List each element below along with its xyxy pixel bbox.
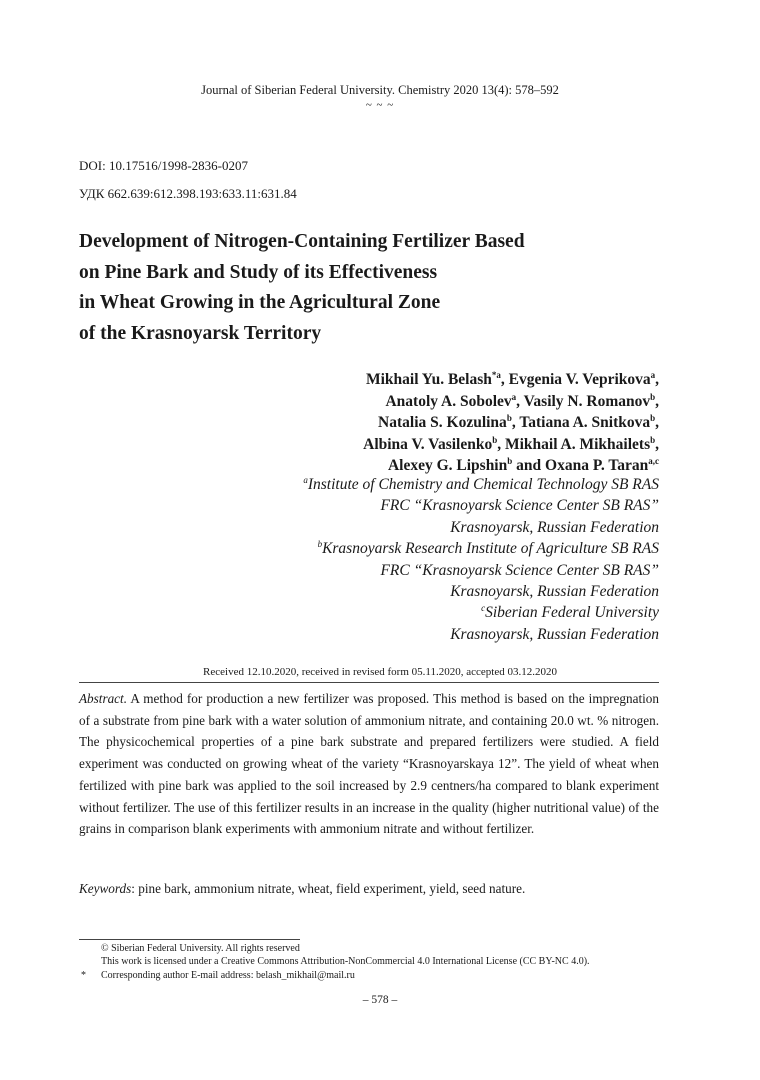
footnote-divider	[79, 939, 300, 940]
abstract-text: A method for production a new fertilizer was proposed. This method is based on the impregnation of a substrate from pine bark with a water solution of ammonium nitrate, and containing 20.0 wt. % nitrogen. The physicochemical properties of a pine bark substrate and prepared fertilizers were studied. A field experiment was conducted on growing wheat of the variety “Krasnoyarskaya 12”. The yield of wheat when fertilized with pine bark was applied to the soil increased by 2.9 centners/ha compared to blank experiment without fertilizer. The use of this fertilizer results in an increase in the quality (higher nutritional value) of the grains in comparison blank experiments with ammonium nitrate and without fertilizer.	[79, 691, 659, 837]
affiliation-text: Institute of Chemistry and Chemical Technology SB RAS	[307, 476, 659, 493]
footnotes	[79, 942, 679, 982]
author-name: Alexey G. Lipshin	[387, 457, 508, 474]
author-name: Vasily N. Romanov	[523, 392, 651, 410]
affiliation-line	[303, 538, 659, 559]
affiliation-line: FRC “Krasnoyarsk Science Center SB RAS”	[380, 561, 659, 579]
author-affiliation-mark: b	[650, 391, 656, 402]
author-name: Evgenia V. Veprikova	[508, 371, 651, 388]
affiliation-text: Siberian Federal University	[485, 604, 659, 622]
affiliation-mark: a	[303, 475, 308, 485]
affiliation-mark: c	[481, 603, 486, 614]
keywords-text: : pine bark, ammonium nitrate, wheat, field experiment, yield, seed nature.	[131, 881, 526, 896]
affiliation-line	[303, 474, 659, 495]
affiliation-list	[303, 474, 659, 645]
udk-code: УДК 662.639:612.398.193:633.11:631.84	[79, 186, 297, 201]
footnote-corresponding	[79, 969, 679, 982]
author-affiliation-mark: b	[506, 413, 512, 423]
affiliation-line	[303, 602, 659, 623]
title-line: in Wheat Growing in the Agricultural Zone	[79, 292, 441, 313]
page-number: – 578 –	[362, 994, 398, 1006]
footnote-license: This work is licensed under a Creative Commons Attribution-NonCommercial 4.0 International License (CC BY-NC 4.0).	[101, 956, 590, 968]
author-affiliation-mark: a	[511, 391, 517, 402]
author-affiliation-mark: a	[650, 370, 656, 380]
author-name: Mikhail A. Mikhailets	[504, 435, 651, 453]
affiliation-line: FRC “Krasnoyarsk Science Center SB RAS”	[380, 497, 659, 515]
author-conjunction: and	[516, 457, 542, 474]
author-line: Anatoly A. Sobolev$^a$, Vasily N. Romanov$^b$,	[385, 391, 659, 410]
affiliation-line: Krasnoyarsk, Russian Federation	[450, 583, 659, 601]
author-name: Anatoly A. Sobolev	[385, 392, 512, 410]
author-affiliation-mark: *a	[491, 370, 501, 380]
received-dates: Received 12.10.2020, received in revised form 05.11.2020, accepted 03.12.2020	[203, 666, 557, 678]
author-name: Oxana P. Taran	[545, 457, 649, 474]
keywords	[79, 879, 659, 899]
title-line: on Pine Bark and Study of its Effectiveness	[79, 261, 438, 283]
title-line: of the Krasnoyarsk Territory	[79, 322, 322, 344]
author-name: Albina V. Vasilenko	[363, 435, 493, 453]
author-name: Mikhail Yu. Belash	[365, 371, 492, 388]
abstract	[79, 688, 659, 840]
author-affiliation-mark: b	[650, 413, 656, 423]
keywords-label: Keywords	[79, 881, 132, 896]
journal-header: Journal of Siberian Federal University. Chemistry 2020 13(4): 578–592	[201, 83, 559, 97]
abstract-label: Abstract.	[79, 691, 127, 706]
doi: DOI: 10.17516/1998-2836-0207	[79, 158, 248, 173]
affiliation-text: Krasnoyarsk Research Institute of Agriculture SB RAS	[322, 540, 659, 558]
affiliation-line: Krasnoyarsk, Russian Federation	[450, 518, 659, 536]
author-line: Natalia S. Kozulina$^b$, Tatiana A. Snitkova$^b$,	[378, 413, 659, 431]
author-affiliation-mark: b	[492, 434, 498, 445]
footnote-corresponding-text: Corresponding author E-mail address: belash_mikhail@mail.ru	[101, 969, 355, 981]
author-list	[363, 369, 659, 477]
header-ornament: ~ ~ ~	[365, 99, 395, 111]
affiliation-mark: b	[317, 539, 323, 550]
paper-title	[79, 227, 639, 349]
author-line: Mikhail Yu. Belash$^{*a}$, Evgenia V. Veprikova$^a$,	[365, 370, 659, 388]
author-line: Albina V. Vasilenko$^b$, Mikhail A. Mikhailets$^b$,	[363, 434, 659, 453]
section-divider	[79, 682, 659, 683]
author-affiliation-mark: b	[650, 434, 656, 445]
author-affiliation-mark: b	[507, 456, 513, 466]
footnote-copyright: © Siberian Federal University. All rights reserved	[101, 943, 300, 954]
title-line: Development of Nitrogen-Containing Fertilizer Based	[79, 231, 525, 252]
author-affiliation-mark: a,c	[648, 456, 659, 466]
affiliation-line: Krasnoyarsk, Russian Federation	[450, 625, 659, 643]
author-name: Natalia S. Kozulina	[378, 414, 507, 431]
footnote-mark: *	[81, 969, 86, 981]
author-name: Tatiana A. Snitkova	[519, 414, 651, 431]
